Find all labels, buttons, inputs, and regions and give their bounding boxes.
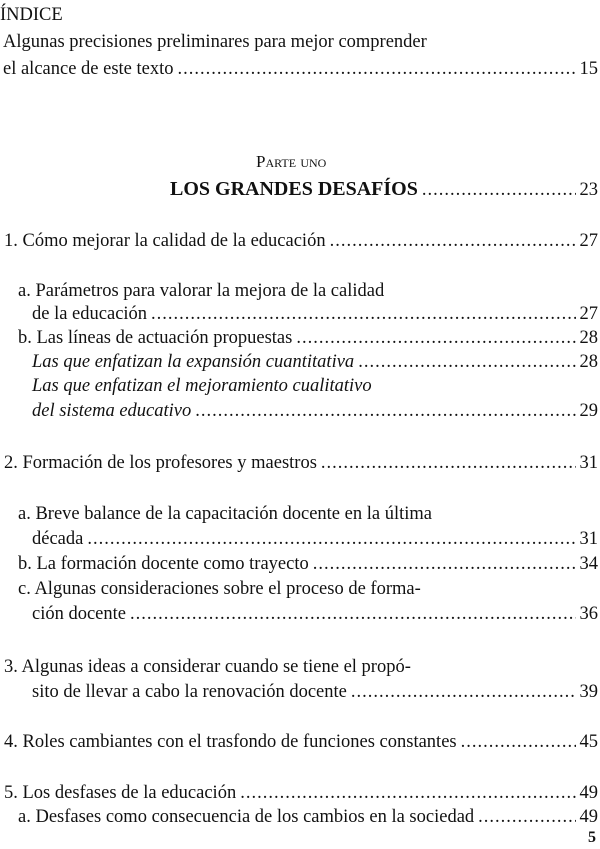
chapter-2c-line-2: ción docente bbox=[32, 604, 126, 624]
chapter-4-page: 45 bbox=[579, 732, 598, 752]
part-page: 23 bbox=[579, 180, 598, 200]
chapter-5-title: 5. Los desfases de la educación bbox=[4, 783, 237, 803]
chapter-1b-title: b. Las líneas de actuación propuestas bbox=[18, 328, 293, 348]
intro-line-1: Algunas precisiones preliminares para mejor comprender bbox=[3, 32, 427, 52]
intro-line-2: el alcance de este texto bbox=[3, 59, 174, 79]
chapter-1a-entry[interactable] bbox=[32, 303, 598, 325]
chapter-2b-entry[interactable] bbox=[18, 553, 598, 575]
chapter-2-entry[interactable] bbox=[4, 452, 598, 474]
dot-leader bbox=[422, 179, 576, 201]
dot-leader bbox=[478, 806, 575, 828]
dot-leader bbox=[195, 400, 575, 422]
chapter-1a-page: 27 bbox=[579, 304, 598, 324]
chapter-1b1-page: 28 bbox=[579, 352, 598, 372]
chapter-1b2-entry[interactable] bbox=[32, 400, 598, 422]
dot-leader bbox=[296, 327, 575, 349]
chapter-1-page: 27 bbox=[579, 231, 598, 251]
chapter-2-page: 31 bbox=[579, 453, 598, 473]
chapter-2a-page: 31 bbox=[579, 529, 598, 549]
chapter-5-entry[interactable] bbox=[4, 782, 598, 804]
page-number: 5 bbox=[588, 829, 596, 846]
chapter-3-entry[interactable] bbox=[32, 681, 598, 703]
chapter-1b2-page: 29 bbox=[579, 401, 598, 421]
intro-entry[interactable] bbox=[3, 58, 598, 80]
chapter-2c-line-1: c. Algunas consideraciones sobre el proceso de forma- bbox=[18, 579, 421, 599]
chapter-2a-line-2: década bbox=[32, 529, 84, 549]
dot-leader bbox=[87, 528, 575, 550]
chapter-1-title: 1. Cómo mejorar la calidad de la educación bbox=[4, 231, 326, 251]
dot-leader bbox=[178, 58, 576, 80]
chapter-1b2-line-2: del sistema educativo bbox=[32, 401, 192, 421]
dot-leader bbox=[151, 303, 575, 325]
index-heading: ÍNDICE bbox=[0, 5, 63, 25]
part-entry[interactable] bbox=[170, 177, 598, 201]
chapter-5a-title: a. Desfases como consecuencia de los cambios en la sociedad bbox=[18, 807, 475, 827]
chapter-2b-title: b. La formación docente como trayecto bbox=[18, 554, 309, 574]
part-label: Parte uno bbox=[256, 152, 327, 171]
dot-leader bbox=[130, 603, 576, 625]
chapter-1a-line-2: de la educación bbox=[32, 304, 148, 324]
chapter-4-entry[interactable] bbox=[4, 731, 598, 753]
chapter-1b1-entry[interactable] bbox=[32, 351, 598, 373]
dot-leader bbox=[461, 731, 576, 753]
chapter-3-line-2: sito de llevar a cabo la renovación docente bbox=[32, 682, 347, 702]
dot-leader bbox=[321, 452, 576, 474]
part-title: LOS GRANDES DESAFÍOS bbox=[170, 178, 418, 200]
chapter-4-title: 4. Roles cambiantes con el trasfondo de funciones constantes bbox=[4, 732, 457, 752]
dot-leader bbox=[358, 351, 575, 373]
chapter-5a-entry[interactable] bbox=[18, 806, 598, 828]
chapter-1-entry[interactable] bbox=[4, 230, 598, 252]
dot-leader bbox=[351, 681, 576, 703]
dot-leader bbox=[313, 553, 576, 575]
chapter-2-title: 2. Formación de los profesores y maestros bbox=[4, 453, 317, 473]
chapter-2c-page: 36 bbox=[579, 604, 598, 624]
chapter-2b-page: 34 bbox=[579, 554, 598, 574]
chapter-1b-page: 28 bbox=[579, 328, 598, 348]
chapter-5-page: 49 bbox=[579, 783, 598, 803]
chapter-1b1-title: Las que enfatizan la expansión cuantitativa bbox=[32, 352, 355, 372]
chapter-1b-entry[interactable] bbox=[18, 327, 598, 349]
chapter-3-page: 39 bbox=[579, 682, 598, 702]
chapter-1a-line-1: a. Parámetros para valorar la mejora de la calidad bbox=[18, 281, 385, 301]
chapter-2c-entry[interactable] bbox=[32, 603, 598, 625]
dot-leader bbox=[330, 230, 576, 252]
chapter-5a-page: 49 bbox=[579, 807, 598, 827]
chapter-2a-line-1: a. Breve balance de la capacitación docente en la última bbox=[18, 504, 432, 524]
chapter-2a-entry[interactable] bbox=[32, 528, 598, 550]
chapter-3-line-1: 3. Algunas ideas a considerar cuando se tiene el propó- bbox=[4, 657, 411, 677]
intro-page: 15 bbox=[579, 59, 598, 79]
dot-leader bbox=[240, 782, 575, 804]
chapter-1b2-line-1: Las que enfatizan el mejoramiento cualitativo bbox=[32, 376, 372, 396]
